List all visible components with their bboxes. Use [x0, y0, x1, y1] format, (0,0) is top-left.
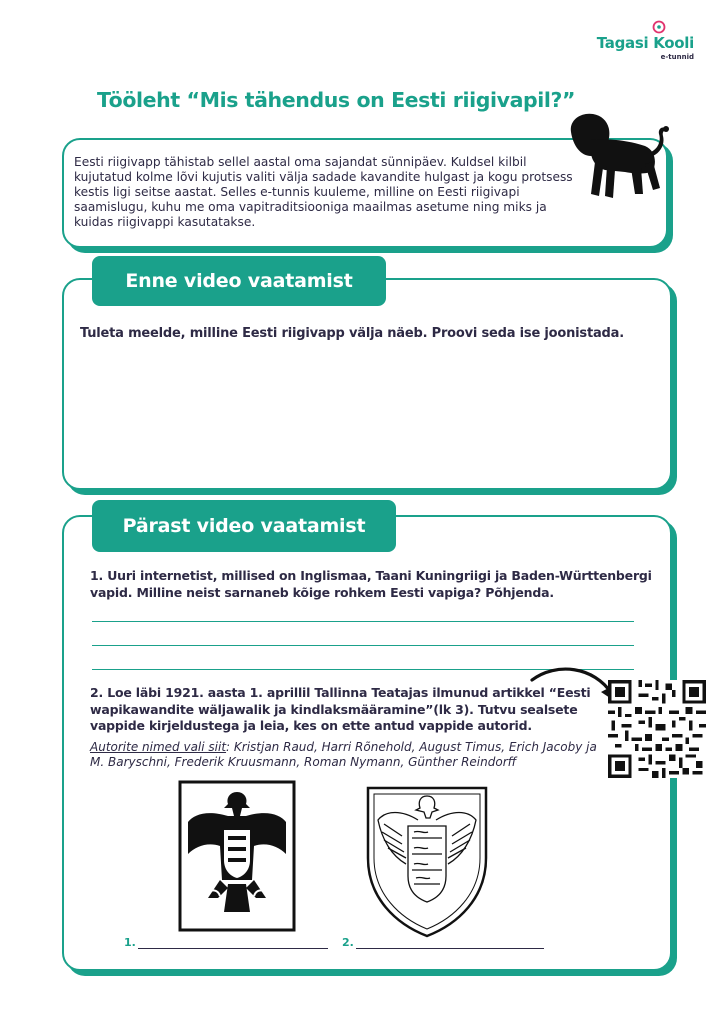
tagasi-kooli-logo [596, 20, 694, 65]
lion-illustration [565, 110, 675, 205]
logo-subtitle: e-tunnid [660, 53, 694, 61]
logo-name: Tagasi Kooli [596, 34, 694, 52]
answer-2-label: 2. [342, 936, 354, 949]
section-after-video-header: Pärast video vaatamist [92, 500, 396, 552]
drawing-question: Tuleta meelde, milline Eesti riigivapp välja näeb. Proovi seda ise joonistada. [80, 326, 624, 341]
coat-of-arms-eagle-1 [178, 780, 296, 932]
logo-circle-icon [652, 20, 666, 34]
question-1: 1. Uuri internetist, millised on Inglismaa, Taani Kuningriigi ja Baden-Württenbergi vapid. Milline neist sarnaneb kõige rohkem Eesti vapiga? Põhjenda. [90, 568, 652, 600]
intro-text: Eesti riigivapp tähistab sellel aastal oma sajandat sünnipäev. Kuldsel kilbil kujutatud kolme lõvi kujutis valiti välja sadade kavandite hulgast ja kogu protsess kestis ligi seitse aastat. Selles e-tunnis kuuleme, milline on Eesti riigivapi saamislugu, kuhu me oma vapitraditsiooniga maailmas asetume ning miks ja kuidas riigivappi kasutatakse. [74, 155, 573, 229]
authors-label: Autorite nimed vali siit [90, 740, 227, 754]
qr-code[interactable] [608, 680, 706, 778]
authors-names: : Kristjan Raud, Harri Rõnehold, August Timus, Erich Jacoby ja M. Baryschni, Frederik Kruusmann, Roman Nymann, Günther Reindorff [90, 740, 597, 769]
answer-1-label: 1. [124, 936, 136, 949]
section-before-video-header: Enne video vaatamist [92, 256, 386, 306]
answer-line[interactable] [92, 645, 634, 646]
authors-list [90, 740, 600, 770]
answer-2-line[interactable] [356, 948, 544, 949]
answer-1[interactable] [124, 936, 328, 949]
page-title: Tööleht “Mis tähendus on Eesti riigivapil?” [97, 88, 576, 112]
coat-of-arms-eagle-2 [362, 780, 492, 940]
section-before-video-box [62, 278, 672, 490]
answer-1-line[interactable] [138, 948, 328, 949]
question-2: 2. Loe läbi 1921. aasta 1. aprillil Tallinna Teatajas ilmunud artikkel “Eesti wapikawandite wäljawalik ja kindlaksmääramine”(lk 3). Tutvu sealsete vappide kirjeldustega ja leia, kes on ette antud vappide autorid. [90, 685, 591, 733]
answer-line[interactable] [92, 621, 634, 622]
answer-2[interactable] [342, 936, 544, 949]
